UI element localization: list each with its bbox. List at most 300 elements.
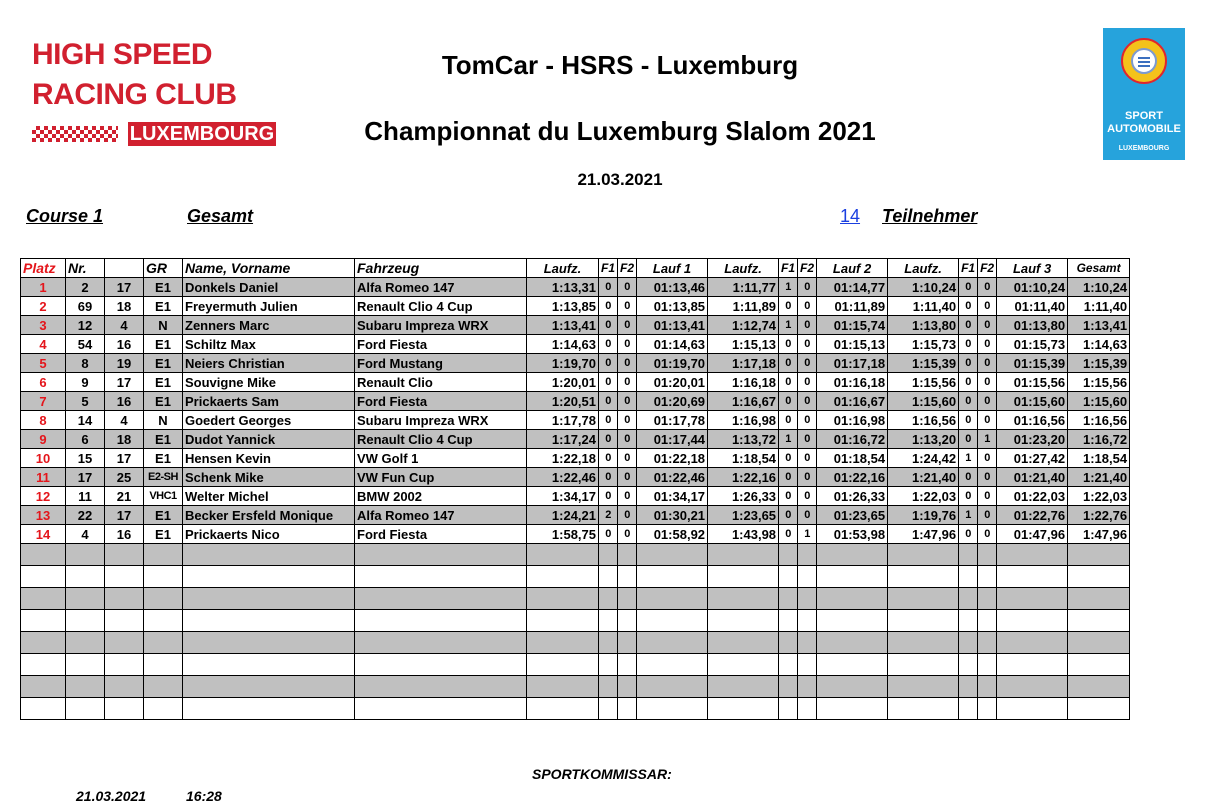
empty-cell: [637, 566, 708, 588]
empty-cell: [1068, 588, 1130, 610]
table-row: [21, 449, 1130, 468]
cell-name: Goedert Georges: [183, 411, 355, 430]
cell-f1-3: 1: [959, 506, 978, 525]
cell-class: 25: [105, 468, 144, 487]
empty-cell: [144, 676, 183, 698]
col-fahrzeug: Fahrzeug: [355, 259, 527, 278]
cell-class: 4: [105, 411, 144, 430]
cell-gesamt: 1:15,39: [1068, 354, 1130, 373]
cell-laufz-2: 1:16,98: [708, 411, 779, 430]
cell-f1-1: 0: [599, 449, 618, 468]
empty-cell: [144, 588, 183, 610]
cell-name: Zenners Marc: [183, 316, 355, 335]
col-f2-3: F2: [978, 259, 997, 278]
cell-f2-1: 0: [618, 468, 637, 487]
cell-f2-3: 0: [978, 525, 997, 544]
cell-nr: 12: [66, 316, 105, 335]
cell-nr: 11: [66, 487, 105, 506]
cell-gesamt: 1:13,41: [1068, 316, 1130, 335]
empty-cell: [21, 698, 66, 720]
empty-cell: [708, 610, 779, 632]
cell-laufz-1: 1:58,75: [527, 525, 599, 544]
empty-cell: [527, 654, 599, 676]
cell-name: Hensen Kevin: [183, 449, 355, 468]
cell-name: Schiltz Max: [183, 335, 355, 354]
cell-lauf-1: 01:22,46: [637, 468, 708, 487]
empty-cell: [183, 610, 355, 632]
cell-gr: E1: [144, 373, 183, 392]
cell-lauf-2: 01:18,54: [817, 449, 888, 468]
cell-lauf-3: 01:47,96: [997, 525, 1068, 544]
empty-cell: [637, 632, 708, 654]
cell-gesamt: 1:10,24: [1068, 278, 1130, 297]
cell-laufz-2: 1:16,18: [708, 373, 779, 392]
cell-f2-2: 0: [798, 278, 817, 297]
empty-cell: [708, 632, 779, 654]
cell-f2-3: 0: [978, 354, 997, 373]
empty-cell: [1068, 544, 1130, 566]
cell-class: 16: [105, 392, 144, 411]
table-header-row: [21, 259, 1130, 278]
empty-cell: [959, 654, 978, 676]
empty-cell: [817, 632, 888, 654]
cell-platz: 1: [21, 278, 66, 297]
empty-cell: [618, 588, 637, 610]
cell-platz: 14: [21, 525, 66, 544]
cell-f1-1: 0: [599, 411, 618, 430]
empty-cell: [599, 588, 618, 610]
cell-f1-3: 0: [959, 487, 978, 506]
cell-f1-2: 0: [779, 525, 798, 544]
cell-platz: 7: [21, 392, 66, 411]
cell-laufz-1: 1:17,24: [527, 430, 599, 449]
cell-f2-2: 0: [798, 297, 817, 316]
empty-cell: [355, 588, 527, 610]
empty-cell: [959, 544, 978, 566]
cell-laufz-1: 1:24,21: [527, 506, 599, 525]
cell-f2-1: 0: [618, 335, 637, 354]
empty-cell: [599, 676, 618, 698]
cell-name: Prickaerts Sam: [183, 392, 355, 411]
empty-cell: [997, 544, 1068, 566]
cell-lauf-1: 01:20,01: [637, 373, 708, 392]
table-row: [21, 316, 1130, 335]
empty-cell: [66, 544, 105, 566]
cell-platz: 5: [21, 354, 66, 373]
table-row: [21, 278, 1130, 297]
cell-gesamt: 1:15,60: [1068, 392, 1130, 411]
empty-cell: [978, 632, 997, 654]
empty-cell: [105, 610, 144, 632]
cell-f1-3: 0: [959, 354, 978, 373]
empty-cell: [66, 588, 105, 610]
sportkommissar-label: SPORTKOMMISSAR:: [532, 766, 672, 782]
cell-f1-1: 0: [599, 487, 618, 506]
col-class: [105, 259, 144, 278]
empty-cell: [888, 566, 959, 588]
cell-f1-2: 0: [779, 335, 798, 354]
cell-f2-3: 0: [978, 373, 997, 392]
cell-fahrzeug: VW Fun Cup: [355, 468, 527, 487]
cell-f2-1: 0: [618, 278, 637, 297]
cell-lauf-2: 01:17,18: [817, 354, 888, 373]
empty-cell: [779, 676, 798, 698]
cell-gr: N: [144, 411, 183, 430]
empty-cell: [708, 566, 779, 588]
logo-line-1: HIGH SPEED: [32, 38, 213, 71]
cell-lauf-1: 01:17,44: [637, 430, 708, 449]
empty-cell: [527, 698, 599, 720]
cell-fahrzeug: Renault Clio 4 Cup: [355, 430, 527, 449]
cell-f2-1: 0: [618, 430, 637, 449]
cell-f1-2: 0: [779, 373, 798, 392]
cell-laufz-1: 1:34,17: [527, 487, 599, 506]
cell-laufz-3: 1:22,03: [888, 487, 959, 506]
page-subtitle: Championnat du Luxemburg Slalom 2021: [364, 116, 876, 146]
club-logo: [32, 40, 282, 150]
table-row: [21, 506, 1130, 525]
cell-gr: E1: [144, 297, 183, 316]
cell-lauf-1: 01:17,78: [637, 411, 708, 430]
empty-cell: [618, 544, 637, 566]
cell-gr: E1: [144, 449, 183, 468]
empty-cell: [21, 654, 66, 676]
cell-fahrzeug: VW Golf 1: [355, 449, 527, 468]
results-table: [20, 258, 1130, 720]
cell-lauf-1: 01:13,41: [637, 316, 708, 335]
cell-f2-3: 0: [978, 392, 997, 411]
empty-cell: [997, 566, 1068, 588]
cell-f2-2: 0: [798, 354, 817, 373]
cell-nr: 5: [66, 392, 105, 411]
empty-cell: [817, 698, 888, 720]
cell-f1-1: 0: [599, 278, 618, 297]
empty-cell: [355, 676, 527, 698]
empty-cell: [66, 676, 105, 698]
cell-laufz-3: 1:11,40: [888, 297, 959, 316]
cell-class: 4: [105, 316, 144, 335]
cell-lauf-1: 01:34,17: [637, 487, 708, 506]
cell-nr: 15: [66, 449, 105, 468]
empty-cell: [637, 588, 708, 610]
cell-f2-3: 0: [978, 297, 997, 316]
empty-cell: [144, 654, 183, 676]
cell-laufz-1: 1:22,46: [527, 468, 599, 487]
empty-cell: [1068, 676, 1130, 698]
cell-nr: 54: [66, 335, 105, 354]
empty-cell: [779, 698, 798, 720]
empty-cell: [779, 588, 798, 610]
empty-cell: [599, 610, 618, 632]
cell-laufz-3: 1:24,42: [888, 449, 959, 468]
cell-gesamt: 1:15,56: [1068, 373, 1130, 392]
empty-cell: [637, 610, 708, 632]
empty-cell: [527, 544, 599, 566]
cell-platz: 2: [21, 297, 66, 316]
empty-cell: [527, 610, 599, 632]
empty-cell: [888, 610, 959, 632]
empty-row: [21, 676, 1130, 698]
cell-laufz-2: 1:15,13: [708, 335, 779, 354]
teilnehmer-label: Teilnehmer: [882, 206, 978, 226]
empty-cell: [798, 544, 817, 566]
cell-lauf-3: 01:13,80: [997, 316, 1068, 335]
cell-class: 21: [105, 487, 144, 506]
empty-cell: [959, 698, 978, 720]
empty-cell: [183, 632, 355, 654]
empty-cell: [355, 544, 527, 566]
empty-cell: [997, 654, 1068, 676]
cell-class: 17: [105, 278, 144, 297]
empty-cell: [105, 588, 144, 610]
cell-gr: E1: [144, 525, 183, 544]
empty-cell: [183, 566, 355, 588]
cell-f2-3: 0: [978, 316, 997, 335]
empty-cell: [978, 676, 997, 698]
empty-row: [21, 544, 1130, 566]
cell-lauf-1: 01:13,85: [637, 297, 708, 316]
cell-lauf-3: 01:16,56: [997, 411, 1068, 430]
cell-fahrzeug: Subaru Impreza WRX: [355, 411, 527, 430]
cell-platz: 4: [21, 335, 66, 354]
col-nr: Nr.: [66, 259, 105, 278]
table-row: [21, 525, 1130, 544]
empty-cell: [183, 676, 355, 698]
cell-f2-3: 0: [978, 278, 997, 297]
empty-cell: [817, 544, 888, 566]
empty-cell: [888, 698, 959, 720]
cell-f2-1: 0: [618, 525, 637, 544]
empty-cell: [888, 544, 959, 566]
cell-laufz-2: 1:23,65: [708, 506, 779, 525]
cell-f2-1: 0: [618, 411, 637, 430]
cell-gesamt: 1:22,76: [1068, 506, 1130, 525]
cell-f1-3: 0: [959, 297, 978, 316]
cell-lauf-2: 01:53,98: [817, 525, 888, 544]
table-row: [21, 392, 1130, 411]
cell-lauf-2: 01:14,77: [817, 278, 888, 297]
cell-fahrzeug: Alfa Romeo 147: [355, 506, 527, 525]
table-row: [21, 373, 1130, 392]
cell-fahrzeug: Ford Mustang: [355, 354, 527, 373]
cell-f1-3: 0: [959, 468, 978, 487]
cell-lauf-3: 01:15,39: [997, 354, 1068, 373]
empty-cell: [817, 588, 888, 610]
empty-cell: [637, 544, 708, 566]
table-row: [21, 297, 1130, 316]
cell-name: Schenk Mike: [183, 468, 355, 487]
cell-f1-2: 0: [779, 449, 798, 468]
cell-f1-1: 0: [599, 430, 618, 449]
cell-laufz-2: 1:22,16: [708, 468, 779, 487]
cell-gesamt: 1:22,03: [1068, 487, 1130, 506]
empty-cell: [183, 588, 355, 610]
empty-cell: [708, 588, 779, 610]
empty-cell: [978, 698, 997, 720]
cell-platz: 8: [21, 411, 66, 430]
cell-nr: 4: [66, 525, 105, 544]
empty-row: [21, 698, 1130, 720]
empty-cell: [144, 698, 183, 720]
cell-laufz-2: 1:13,72: [708, 430, 779, 449]
cell-laufz-2: 1:26,33: [708, 487, 779, 506]
cell-f2-2: 0: [798, 411, 817, 430]
cell-name: Dudot Yannick: [183, 430, 355, 449]
col-gesamt: Gesamt: [1068, 259, 1130, 278]
cell-f2-2: 0: [798, 316, 817, 335]
empty-cell: [798, 588, 817, 610]
cell-lauf-2: 01:15,74: [817, 316, 888, 335]
cell-gesamt: 1:11,40: [1068, 297, 1130, 316]
table-row: [21, 487, 1130, 506]
cell-name: Becker Ersfeld Monique: [183, 506, 355, 525]
cell-class: 18: [105, 430, 144, 449]
empty-cell: [66, 632, 105, 654]
col-lauf-2: Lauf 2: [817, 259, 888, 278]
cell-laufz-1: 1:13,41: [527, 316, 599, 335]
table-row: [21, 411, 1130, 430]
empty-cell: [708, 654, 779, 676]
cell-name: Prickaerts Nico: [183, 525, 355, 544]
cell-f2-3: 0: [978, 506, 997, 525]
cell-f2-2: 0: [798, 506, 817, 525]
empty-cell: [355, 566, 527, 588]
empty-cell: [105, 632, 144, 654]
logo-right-line-3: LUXEMBOURG: [1118, 145, 1170, 152]
cell-class: 19: [105, 354, 144, 373]
cell-lauf-1: 01:20,69: [637, 392, 708, 411]
empty-cell: [1068, 610, 1130, 632]
cell-f1-2: 0: [779, 487, 798, 506]
cell-lauf-1: 01:22,18: [637, 449, 708, 468]
cell-lauf-1: 01:14,63: [637, 335, 708, 354]
empty-row: [21, 610, 1130, 632]
empty-cell: [183, 698, 355, 720]
empty-cell: [817, 610, 888, 632]
cell-f1-3: 0: [959, 316, 978, 335]
cell-f2-3: 0: [978, 449, 997, 468]
cell-class: 17: [105, 506, 144, 525]
cell-platz: 13: [21, 506, 66, 525]
col-f1-1: F1: [599, 259, 618, 278]
cell-lauf-3: 01:22,76: [997, 506, 1068, 525]
empty-cell: [779, 654, 798, 676]
empty-cell: [798, 632, 817, 654]
cell-lauf-3: 01:10,24: [997, 278, 1068, 297]
cell-f2-1: 0: [618, 392, 637, 411]
empty-cell: [959, 588, 978, 610]
cell-nr: 69: [66, 297, 105, 316]
empty-cell: [105, 698, 144, 720]
empty-cell: [708, 698, 779, 720]
cell-f2-2: 0: [798, 487, 817, 506]
cell-name: Souvigne Mike: [183, 373, 355, 392]
cell-gr: E1: [144, 335, 183, 354]
empty-cell: [21, 676, 66, 698]
sport-automobile-logo: [1103, 28, 1185, 160]
empty-cell: [105, 544, 144, 566]
empty-cell: [888, 654, 959, 676]
col-gr: GR: [144, 259, 183, 278]
empty-cell: [183, 654, 355, 676]
cell-f2-2: 0: [798, 468, 817, 487]
empty-cell: [959, 610, 978, 632]
col-f2-1: F2: [618, 259, 637, 278]
cell-gr: E1: [144, 392, 183, 411]
cell-lauf-2: 01:16,98: [817, 411, 888, 430]
cell-f1-3: 0: [959, 392, 978, 411]
col-lauf-1: Lauf 1: [637, 259, 708, 278]
empty-cell: [959, 632, 978, 654]
cell-f2-2: 1: [798, 525, 817, 544]
footer-date: 21.03.2021: [76, 788, 147, 804]
cell-lauf-3: 01:22,03: [997, 487, 1068, 506]
logo-line-3: LUXEMBOURG: [129, 123, 275, 145]
cell-laufz-2: 1:12,74: [708, 316, 779, 335]
empty-cell: [997, 676, 1068, 698]
logo-line-2: RACING CLUB: [32, 78, 237, 111]
empty-cell: [978, 610, 997, 632]
cell-laufz-2: 1:18,54: [708, 449, 779, 468]
empty-cell: [21, 566, 66, 588]
cell-laufz-1: 1:17,78: [527, 411, 599, 430]
cell-laufz-2: 1:11,77: [708, 278, 779, 297]
empty-cell: [144, 544, 183, 566]
event-date: 21.03.2021: [577, 170, 663, 189]
cell-name: Donkels Daniel: [183, 278, 355, 297]
empty-cell: [779, 610, 798, 632]
cell-lauf-3: 01:15,56: [997, 373, 1068, 392]
cell-f1-1: 0: [599, 392, 618, 411]
empty-cell: [888, 676, 959, 698]
cell-lauf-1: 01:19,70: [637, 354, 708, 373]
cell-f2-1: 0: [618, 487, 637, 506]
footer-time: 16:28: [186, 788, 222, 804]
empty-cell: [1068, 654, 1130, 676]
col-name: Name, Vorname: [183, 259, 355, 278]
cell-nr: 22: [66, 506, 105, 525]
cell-fahrzeug: Ford Fiesta: [355, 335, 527, 354]
cell-f2-1: 0: [618, 316, 637, 335]
empty-cell: [1068, 698, 1130, 720]
cell-lauf-3: 01:21,40: [997, 468, 1068, 487]
empty-cell: [66, 610, 105, 632]
cell-lauf-1: 01:58,92: [637, 525, 708, 544]
col-laufz-2: Laufz.: [708, 259, 779, 278]
lion-icon: [1138, 55, 1150, 67]
empty-cell: [817, 676, 888, 698]
cell-name: Welter Michel: [183, 487, 355, 506]
empty-cell: [978, 654, 997, 676]
cell-f1-3: 0: [959, 373, 978, 392]
participant-count-link[interactable]: 14: [840, 206, 861, 226]
empty-cell: [355, 610, 527, 632]
cell-laufz-3: 1:13,20: [888, 430, 959, 449]
empty-cell: [21, 632, 66, 654]
cell-f2-3: 1: [978, 430, 997, 449]
empty-cell: [527, 632, 599, 654]
empty-cell: [599, 632, 618, 654]
cell-f1-1: 0: [599, 354, 618, 373]
empty-cell: [105, 654, 144, 676]
cell-laufz-3: 1:15,73: [888, 335, 959, 354]
empty-cell: [978, 588, 997, 610]
cell-laufz-3: 1:19,76: [888, 506, 959, 525]
cell-f1-1: 0: [599, 297, 618, 316]
cell-laufz-1: 1:19,70: [527, 354, 599, 373]
empty-cell: [978, 544, 997, 566]
cell-f1-2: 0: [779, 468, 798, 487]
